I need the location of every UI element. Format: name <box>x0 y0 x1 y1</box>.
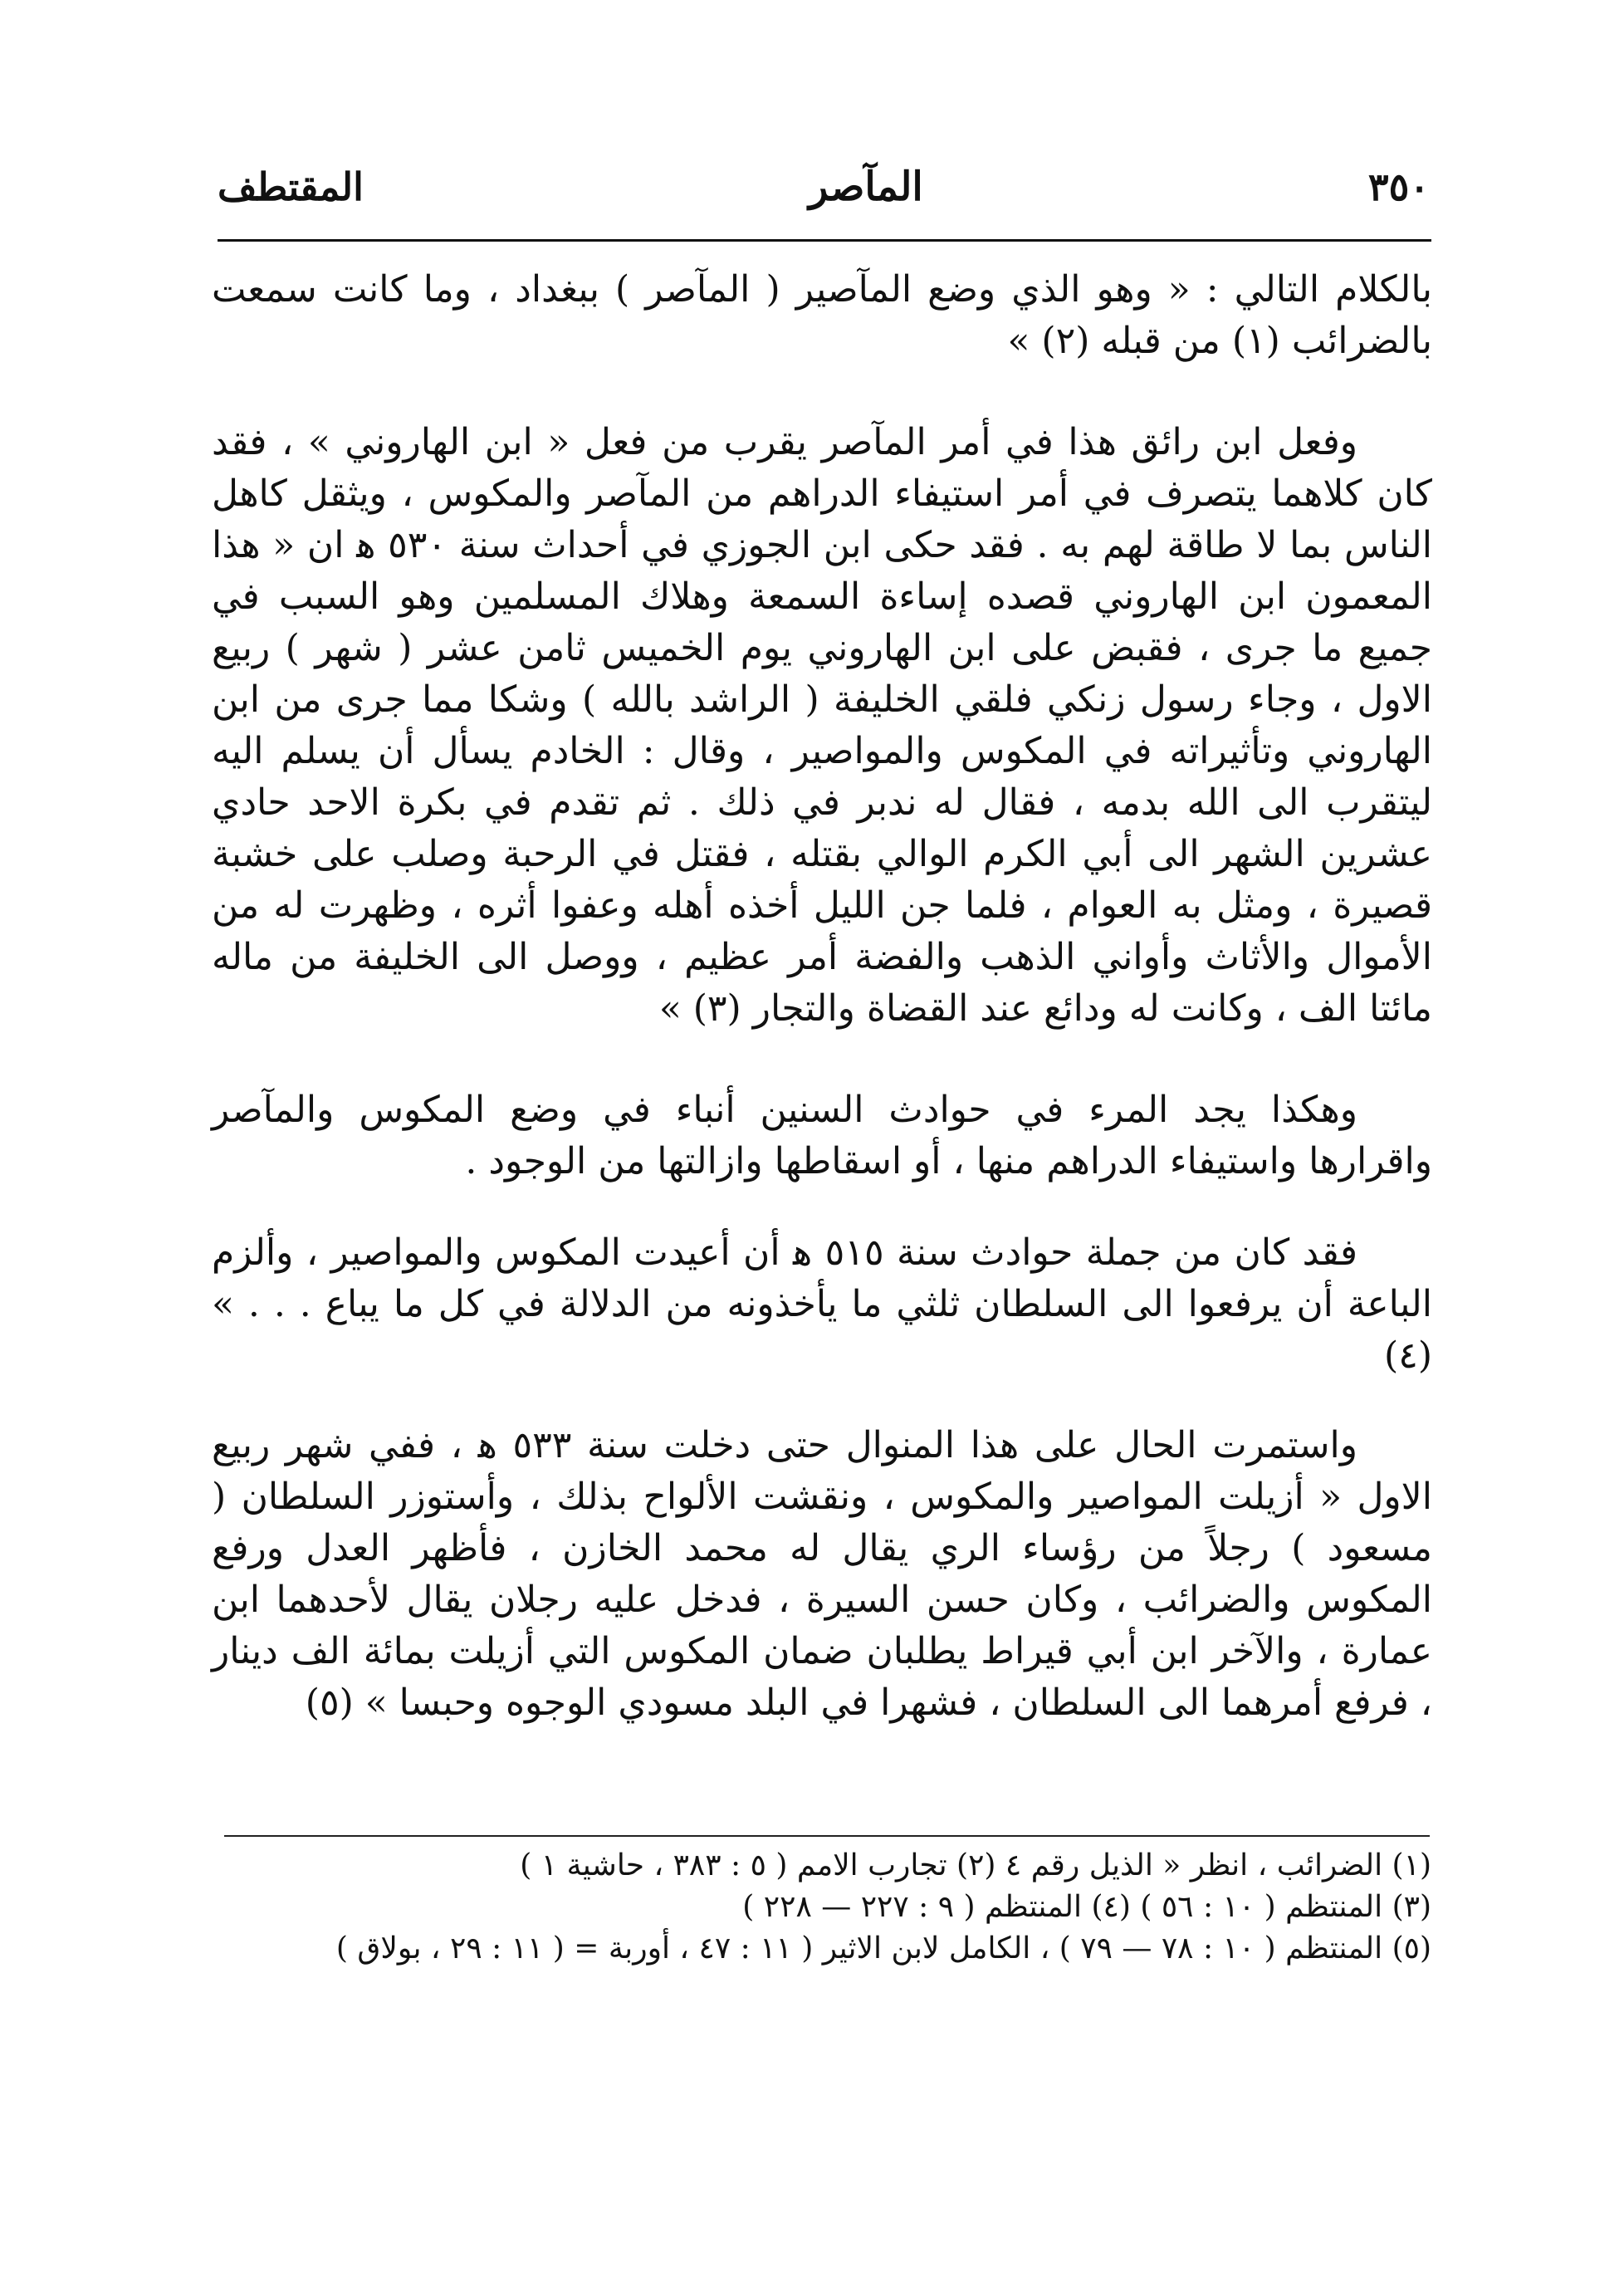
running-title: المآصر <box>809 164 923 210</box>
footnotes <box>218 1845 1431 1970</box>
footnote-rule <box>224 1835 1430 1837</box>
footnote-line-3: (٥) المنتظم ( ١٠ : ٧٨ — ٧٩ ) ، الكامل لابن الاثير ( ١١ : ٤٧ ، أوربة = ( ١١ : ٢٩ ، بولاق ) <box>335 1931 1431 1965</box>
page-number: ٣٥٠ <box>1367 164 1430 209</box>
header-rule <box>218 239 1431 242</box>
journal-name: المقتطف <box>218 164 364 209</box>
body-text <box>212 264 1432 1729</box>
footnote-line-1: (١) الضرائب ، انظر « الذيل رقم ٤ (٢) تجارب الامم ( ٥ : ٣٨٣ ، حاشية ١ ) <box>520 1848 1431 1882</box>
paragraph-year-515: فقد كان من جملة حوادث سنة ٥١٥ ﻫ أن أعيدت المكوس والمواصير ، وألزم الباعة أن يرفعوا الى السلطان ثلثي ما يأخذونه من الدلالة في كل ما يباع . . . » (٤) <box>212 1231 1432 1377</box>
footnote-line-2: (٣) المنتظم ( ١٠ : ٥٦ ) (٤) المنتظم ( ٩ : ٢٢٧ — ٢٢٨ ) <box>742 1890 1431 1924</box>
paragraph-ibn-raiq: وفعل ابن رائق هذا في أمر المآصر يقرب من فعل « ابن الهاروني » ، فقد كان كلاهما يتصرف في أمر استيفاء الدراهم من المآصر والمكوس ، ويثقل كاهل الناس بما لا طاقة لهم به . فقد حكى ابن الجوزي في أحداث سنة ٥٣٠ ﻫ ان « هذا المعمون ابن الهاروني قصده إساءة السمعة وهلاك المسلمين وهو السبب في جميع ما جرى ، فقبض على ابن الهاروني يوم الخميس ثامن عشر ( شهر ) ربيع الاول ، وجاء رسول زنكي فلقي الخليفة ( الراشد بالله ) وشكا مما جرى من ابن الهاروني وتأثيراته في المكوس والمواصير ، وقال : الخادم يسأل أن يسلم اليه ليتقرب الى الله بدمه ، فقال له ندبر في ذلك . ثم تقدم في بكرة الاحد حادي عشرين الشهر الى أبي الكرم الوالي بقتله ، فقتل في الرحبة وصلب على خشبة قصيرة ، ومثل به العوام ، فلما جن الليل أخذه أهله وعفوا أثره ، وظهرت له من الأموال والأثاث وأواني الذهب والفضة أمر عظيم ، ووصل الى الخليفة من ماله مائتا الف ، وكانت له ودائع عند القضاة والتجار (٣) » <box>212 421 1432 1030</box>
paragraph-year-533: واستمرت الحال على هذا المنوال حتى دخلت سنة ٥٣٣ ﻫ ، ففي شهر ربيع الاول « أزيلت المواصير والمكوس ، ونقشت الألواح بذلك ، وأستوزر السلطان ( مسعود ) رجلاً من رؤساء الري يقال له محمد الخازن ، فأظهر العدل ورفع المكوس والضرائب ، وكان حسن السيرة ، فدخل عليه رجلان يقال لأحدهما ابن عمارة ، والآخر ابن أبي قيراط يطلبان ضمان المكوس التي أزيلت بمائة الف دينار ، فرفع أمرهما الى السلطان ، فشهرا في البلد مسودي الوجوه وحبسا » (٥) <box>212 1424 1432 1724</box>
paragraph-quote-continuation: بالكلام التالي : « وهو الذي وضع المآصير ( المآصر ) ببغداد ، وما كانت سمعت بالضرائب (١) من قبله (٢) » <box>212 268 1432 362</box>
page-header <box>218 158 1430 216</box>
paragraph-hawadith: وهكذا يجد المرء في حوادث السنين أنباء في وضع المكوس والمآصر واقرارها واستيفاء الدراهم منها ، أو اسقاطها وازالتها من الوجود . <box>212 1089 1432 1182</box>
